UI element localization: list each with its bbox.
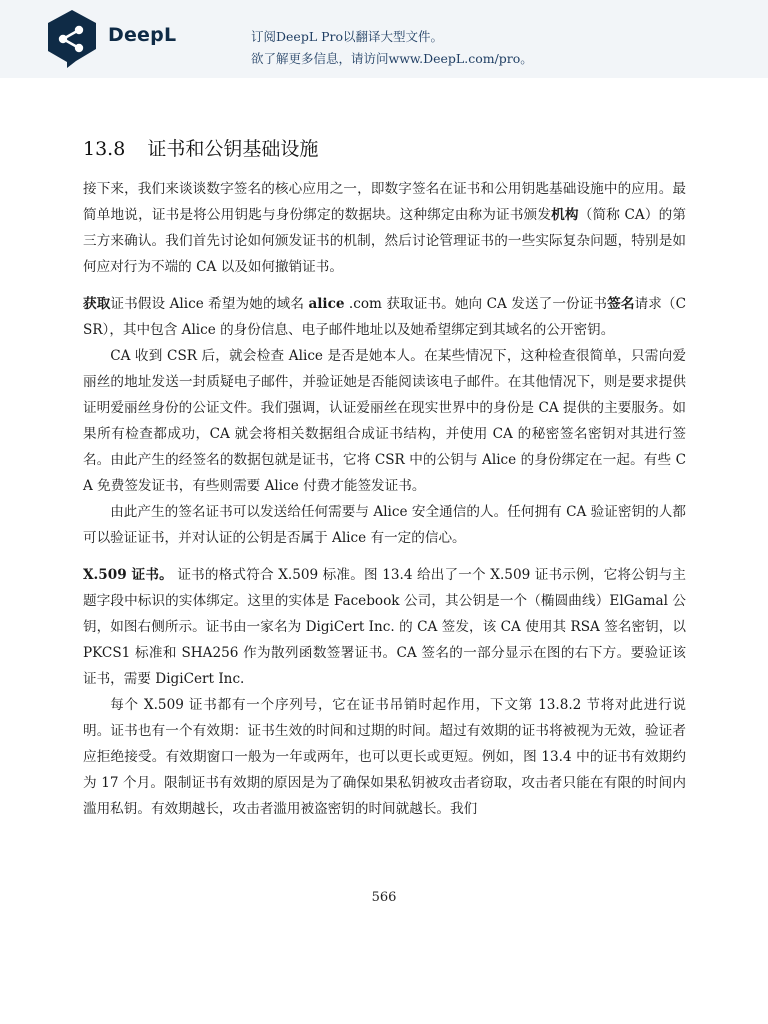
promo-line-1: 订阅DeepL Pro以翻译大型文件。 [251,29,444,44]
document-body [83,176,686,822]
paragraph-x509-text: 证书的格式符合 X.509 标准。图 13.4 给出了一个 X.509 证书示例，它将公钥与主题字段中标识的实体绑定。这里的实体是 Facebook 公司，其公钥是一个（椭圆曲线）ElGamal 公钥，如图右侧所示。证书由一家名为 DigiCert Inc. 的 CA 签发，该 CA 使用其 RSA 签名密钥，以 PKCS1 标准和 SHA256 作为散列函数签署证书。CA 签名的一部分显示在图的右下方。要验证该证书，需要 DigiCert Inc. [83,567,687,687]
paragraph-obtaining-text-1: 证书假设 Alice 希望为她的域名 [110,296,309,312]
promo-line-2 [251,48,533,70]
term-signing: 签名 [607,296,635,312]
paragraph-signed-cert: 由此产生的签名证书可以发送给任何需要与 Alice 安全通信的人。任何拥有 CA 验证密钥的人都可以验证证书，并对认证的公钥是否属于 Alice 有一定的信心。 [83,504,686,546]
domain-name-bold: alice [308,296,345,312]
paragraph-obtaining-text-2: .com 获取证书。她向 CA 发送了一份证书 [344,296,608,312]
promo-text [251,26,533,70]
section-title: 证书和公钥基础设施 [147,138,319,160]
paragraph-serial-validity: 每个 X.509 证书都有一个序列号，它在证书吊销时起作用，下文第 13.8.2 节将对此进行说明。证书也有一个有效期：证书生效的时间和过期的时间。超过有效期的证书将被视为无效，验证者应拒绝接受。有效期窗口一般为一年或两年，也可以更长或更短。例如，图 13.4 中的证书有效期约为 17 个月。限制证书有效期的原因是为了确保如果私钥被攻击者窃取，攻击者只能在有限的时间内滥用私钥。有效期越长，攻击者滥用被盗密钥的时间就越长。我们 [83,697,686,817]
promo-line-2-suffix: 。 [520,51,533,66]
paragraph-obtaining-text-3: 请求（CSR），其中包含 Alice 的身份信息、电子邮件地址以及她希望绑定到其域名的公开密钥。 [83,296,687,338]
paragraph-ca-check: CA 收到 CSR 后，就会检查 Alice 是否是她本人。在某些情况下，这种检查很简单，只需向爱丽丝的地址发送一封质疑电子邮件，并验证她是否能阅读该电子邮件。在其他情况下，则是要求提供证明爱丽丝身份的公证文件。我们强调，认证爱丽丝在现实世界中的身份是 CA 提供的主要服务。如果所有检查都成功，CA 就会将相关数据组合成证书结构，并使用 CA 的秘密签名密钥对其进行签名。由此产生的经签名的数据包就是证书，它将 CSR 中的公钥与 Alice 的身份绑定在一起。有些 CA 免费签发证书，有些则需要 Alice 付费才能签发证书。 [83,348,686,494]
paragraph-obtaining [83,291,686,343]
deepl-pro-link[interactable]: www.DeepL.com/pro [388,51,521,66]
run-in-heading-obtaining: 获取 [83,296,111,312]
paragraph-intro-text-end: （简称 CA）的第三方来确认。我们首先讨论如何颁发证书的机制，然后讨论管理证书的一些实际复杂问题，特别是如何应对行为不端的 CA 以及如何撤销证书。 [83,207,687,275]
promo-line-2-prefix: 欲了解更多信息，请访问 [251,51,389,66]
term-authority: 机构 [551,207,579,223]
paragraph-intro-text: 接下来，我们来谈谈数字签名的核心应用之一，即数字签名在证书和公用钥匙基础设施中的应用。最简单地说，证书是将公用钥匙与身份绑定的数据块。这种绑定由称为证书颁发 [83,181,686,223]
page-number: 566 [371,890,397,905]
section-number: 13.8 [83,138,126,160]
deepl-logo-icon [46,9,98,69]
deepl-banner [0,0,768,78]
section-heading [83,134,318,161]
paragraph-intro [83,176,686,280]
paragraph-x509 [83,562,686,692]
run-in-heading-x509: X.509 证书。 [83,567,173,583]
brand-name: DeepL [108,24,177,46]
